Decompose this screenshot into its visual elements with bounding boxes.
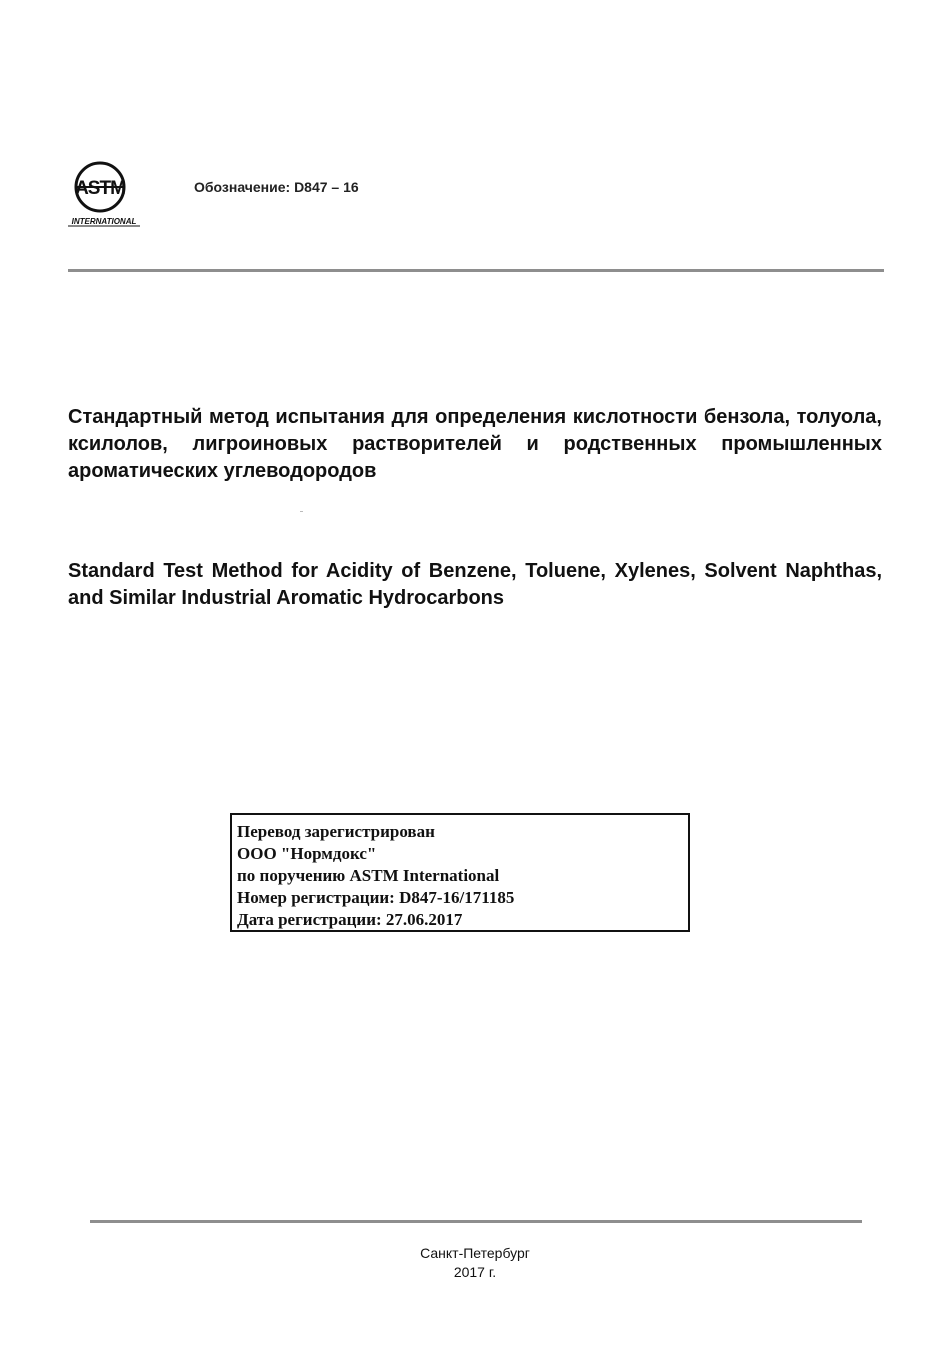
registration-box <box>230 813 690 932</box>
registration-line: по поручению ASTM International <box>237 866 500 885</box>
stray-mark <box>300 511 303 512</box>
svg-text:INTERNATIONAL: INTERNATIONAL <box>71 217 137 226</box>
astm-logo <box>66 160 144 228</box>
top-divider <box>68 269 884 272</box>
registration-line: Дата регистрации: 27.06.2017 <box>237 910 463 929</box>
registration-line: Номер регистрации: D847-16/171185 <box>237 888 515 907</box>
footer-city: Санкт-Петербург <box>420 1245 530 1261</box>
footer-year: 2017 г. <box>453 1264 497 1280</box>
registration-line: Перевод зарегистрирован <box>237 822 435 841</box>
svg-text:ASTM: ASTM <box>75 178 125 199</box>
designation-label: Обозначение: D847 – 16 <box>194 179 359 195</box>
title-russian: Стандартный метод испытания для определения кислотности бензола, толуола, ксилолов, лигроиновых растворителей и родственных промышленных ароматических углеводородов <box>68 406 882 482</box>
bottom-divider <box>90 1220 862 1223</box>
astm-logo-icon <box>66 160 144 228</box>
registration-line: ООО "Нормдокс" <box>237 844 377 863</box>
title-english: Standard Test Method for Acidity of Benzene, Toluene, Xylenes, Solvent Naphthas, and Similar Industrial Aromatic Hydrocarbons <box>68 560 882 609</box>
